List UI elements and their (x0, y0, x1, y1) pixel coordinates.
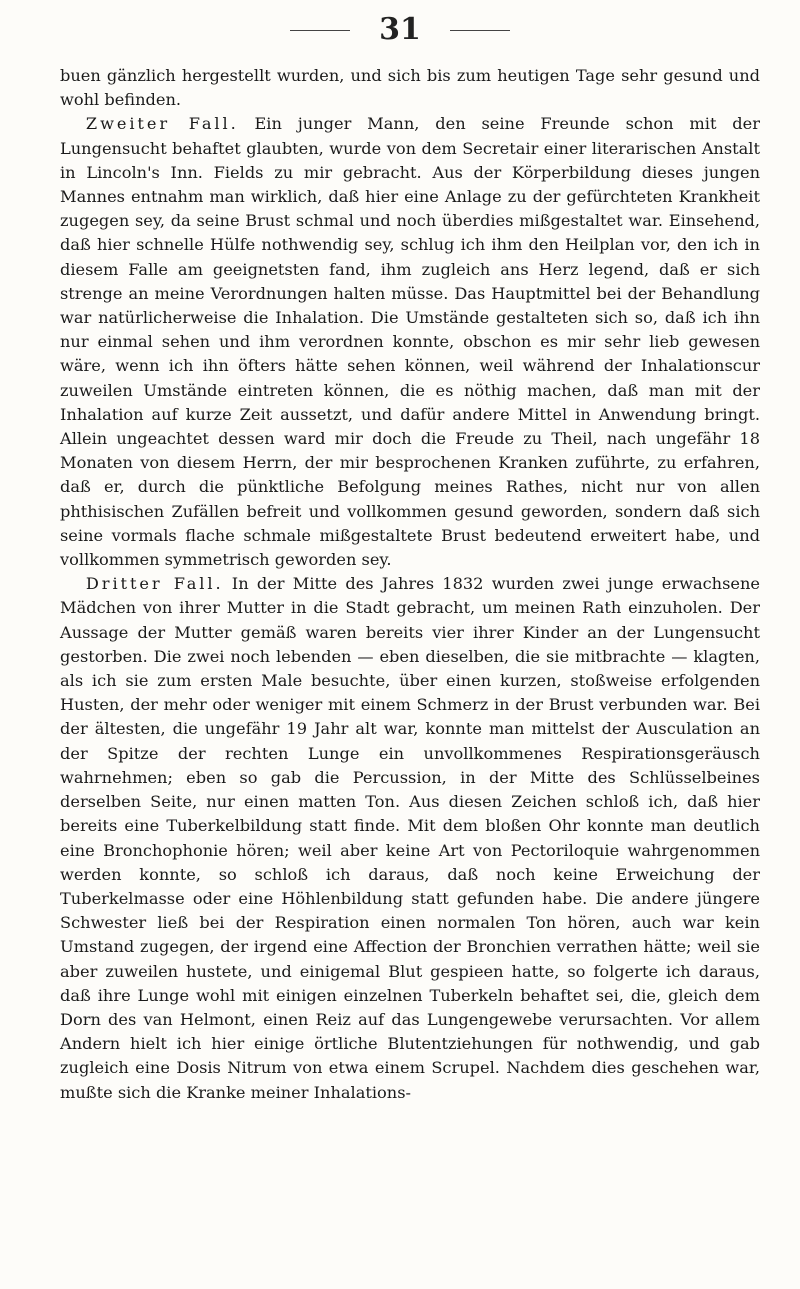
case-heading-second: Zweiter Fall. (85, 114, 239, 134)
paragraph-continuation: buen gänzlich hergestellt wurden, und sich bis zum heutigen Tage sehr gesund und wohl befinden. (60, 66, 760, 110)
case-heading-third: Dritter Fall. (85, 574, 224, 594)
header-rule-right (450, 30, 510, 31)
page-number: 31 (379, 12, 421, 47)
paragraph-second-case (60, 112, 760, 572)
page-header (0, 10, 800, 50)
body-text (60, 64, 760, 1105)
case-text-second: Ein junger Mann, den seine Freunde schon mit der Lungensucht behaftet glaubten, wurde von dem Secretair einer literarischen Anstalt in Lincoln's Inn. Fields zu mir gebracht. Aus der Körperbildung dieses jungen Mannes entnahm man wirklich, daß hier eine Anlage zu der gefürchteten Krankheit zugegen sey, da seine Brust schmal und noch überdies mißgestaltet war. Einsehend, daß hier schnelle Hülfe nothwendig sey, schlug ich ihm den Heilplan vor, den ich in diesem Falle am geeignetsten fand, ihm zugleich ans Herz legend, daß er sich strenge an meine Verordnungen halten müsse. Das Hauptmittel bei der Behandlung war natürlicherweise die Inhalation. Die Umstände gestalteten sich so, daß ich ihn nur einmal sehen und ihm verordnen konnte, obschon es mir sehr lieb gewesen wäre, wenn ich ihn öfters hätte sehen können, weil während der Inhalationscur zuweilen Umstände eintreten können, die es nöthig machen, daß man mit der Inhalation auf kurze Zeit aussetzt, und dafür andere Mittel in Anwendung bringt. Allein ungeachtet dessen ward mir doch die Freude zu Theil, nach ungefähr 18 Monaten von diesem Herrn, der mir besprochenen Kranken zuführte, zu erfahren, daß er, durch die pünktliche Befolgung meines Rathes, nicht nur von allen phthisischen Zufällen befreit und vollkommen gesund geworden, sondern daß sich seine vormals flache schmale mißgestaltete Brust bedeutend erweitert habe, und vollkommen symmetrisch geworden sey. (60, 114, 760, 570)
header-rule-left (290, 30, 350, 31)
paragraph-third-case (60, 572, 760, 1104)
case-text-third: In der Mitte des Jahres 1832 wurden zwei junge erwachsene Mädchen von ihrer Mutter in die Stadt gebracht, um meinen Rath einzuholen. Der Aussage der Mutter gemäß waren bereits vier ihrer Kinder an der Lungensucht gestorben. Die zwei noch lebenden — eben dieselben, die sie mitbrachte — klagten, als ich sie zum ersten Male besuchte, über einen kurzen, stoßweise erfolgenden Husten, der mehr oder weniger mit einem Schmerz in der Brust verbunden war. Bei der ältesten, die ungefähr 19 Jahr alt war, konnte man mittelst der Ausculation an der Spitze der rechten Lunge ein unvollkommenes Respirationsgeräusch wahrnehmen; eben so gab die Percussion, in der Mitte des Schlüsselbeines derselben Seite, nur einen matten Ton. Aus diesen Zeichen schloß ich, daß hier bereits eine Tuberkelbildung statt finde. Mit dem bloßen Ohr konnte man deutlich eine Bronchophonie hören; weil aber keine Art von Pectoriloquie wahrgenommen werden konnte, so schloß ich daraus, daß noch keine Erweichung der Tuberkelmasse oder eine Höhlenbildung statt gefunden habe. Die andere jüngere Schwester ließ bei der Respiration einen normalen Ton hören, auch war kein Umstand zugegen, der irgend eine Affection der Bronchien verrathen hätte; weil sie aber zuweilen hustete, und einigemal Blut gespieen hatte, so folgerte ich daraus, daß ihre Lunge wohl mit einigen einzelnen Tuberkeln behaftet sei, die, gleich dem Dorn des van Helmont, einen Reiz auf das Lungengewebe verursachten. Vor allem Andern hielt ich hier einige örtliche Blutentziehungen für nothwendig, und gab zugleich eine Dosis Nitrum von etwa einem Scrupel. Nachdem dies geschehen war, mußte sich die Kranke meiner Inhalations- (60, 574, 760, 1102)
